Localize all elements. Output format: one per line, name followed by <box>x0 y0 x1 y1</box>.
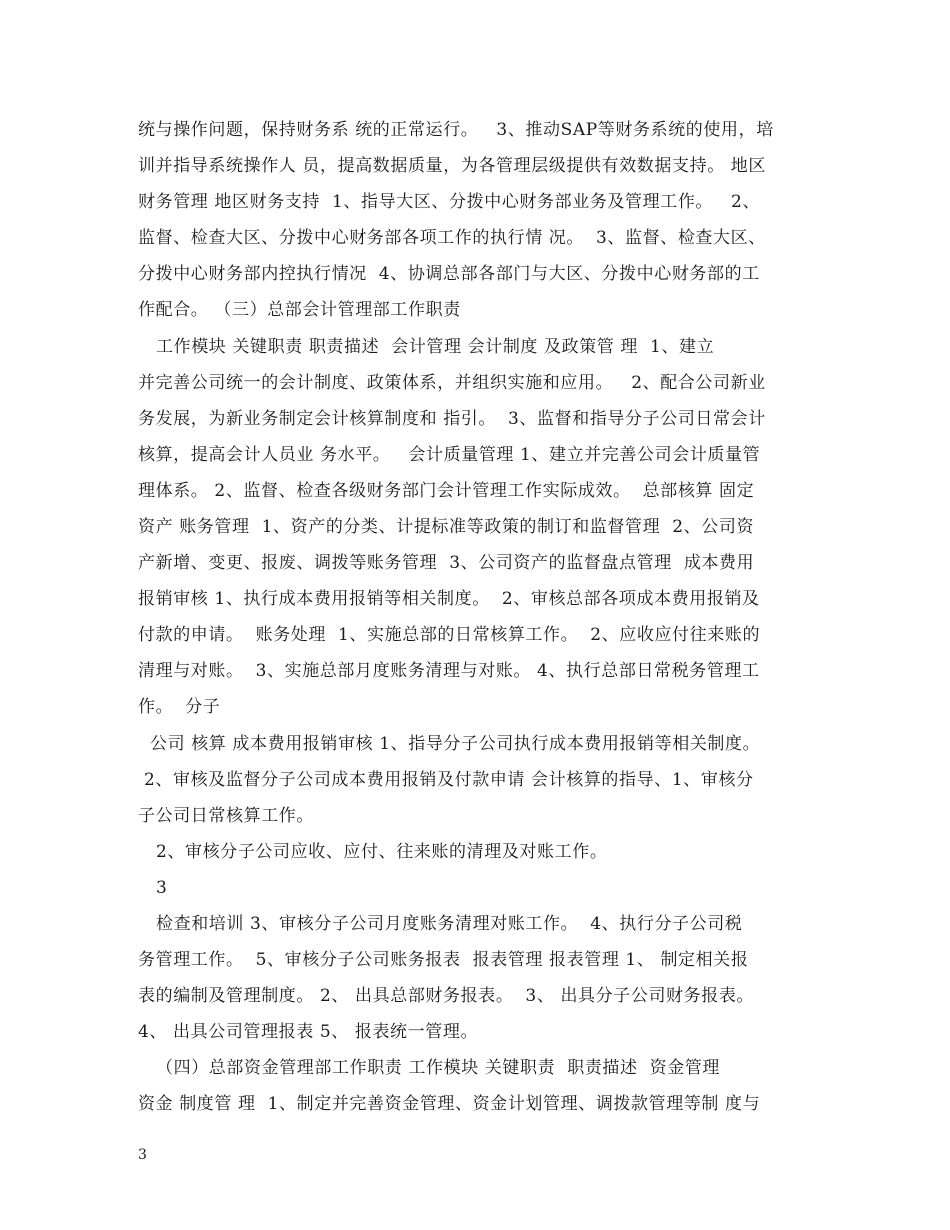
text-line: 训并指导系统操作人 员，提高数据质量，为各管理层级提供有效数据支持。 地区 <box>138 156 767 176</box>
text-line: 监督、检查大区、分拨中心财务部各项工作的执行情 况。 3、监督、检查大区、 <box>138 228 766 248</box>
text-line: 付款的申请。 账务处理 1、实施总部的日常核算工作。 2、应收应付往来账的 <box>138 625 761 645</box>
text-line: 作。 分子 <box>138 697 221 717</box>
text-line: 检查和培训 3、审核分子公司月度账务清理对账工作。 4、执行分子公司税 <box>138 914 743 934</box>
text-line: 资产 账务管理 1、资产的分类、计提标准等政策的制订和监督管理 2、公司资 <box>138 517 755 537</box>
text-line: 2、审核分子公司应收、应付、往来账的清理及对账工作。 <box>138 842 608 862</box>
text-line: 资金 制度管 理 1、制定并完善资金管理、资金计划管理、调拨款管理等制 度与 <box>138 1094 761 1114</box>
text-line: 统与操作问题，保持财务系 统的正常运行。 3、推动SAP等财务系统的使用，培 <box>138 120 774 140</box>
text-line: 理体系。 2、监督、检查各级财务部门会计管理工作实际成效。 总部核算 固定 <box>138 481 755 501</box>
text-line: 作配合。 （三）总部会计管理部工作职责 <box>138 300 461 320</box>
text-line: 财务管理 地区财务支持 1、指导大区、分拨中心财务部业务及管理工作。 2、 <box>138 192 761 212</box>
text-line: 报销审核 1、执行成本费用报销等相关制度。 2、审核总部各项成本费用报销及 <box>138 589 760 609</box>
text-line: 核算，提高会计人员业 务水平。 会计质量管理 1、建立并完善公司会计质量管 <box>138 445 761 465</box>
text-line: 2、审核及监督分子公司成本费用报销及付款申请 会计核算的指导、1、审核分 <box>138 770 754 790</box>
text-line: 3 <box>138 878 168 898</box>
text-line: 表的编制及管理制度。 2、 出具总部财务报表。 3、 出具分子公司财务报表。 <box>138 986 755 1006</box>
text-line: 务管理工作。 5、审核分子公司账务报表 报表管理 报表管理 1、 制定相关报 <box>138 950 749 970</box>
text-line: 分拨中心财务部内控执行情况 4、协调总部各部门与大区、分拨中心财务部的工 <box>138 264 760 284</box>
text-line: 清理与对账。 3、实施总部月度账务清理与对账。 4、执行总部日常税务管理工 <box>138 661 760 681</box>
text-line: （四）总部资金管理部工作职责 工作模块 关键职责 职责描述 资金管理 <box>138 1058 721 1078</box>
text-line: 公司 核算 成本费用报销审核 1、指导分子公司执行成本费用报销等相关制度。 <box>138 734 761 754</box>
text-line: 工作模块 关键职责 职责描述 会计管理 会计制度 及政策管 理 1、建立 <box>138 337 715 357</box>
text-line: 4、 出具公司管理报表 5、 报表统一管理。 <box>138 1022 479 1042</box>
text-line: 务发展，为新业务制定会计核算制度和 指引。 3、监督和指导分子公司日常会计 <box>138 409 766 429</box>
text-line: 产新增、变更、报废、调拨等账务管理 3、公司资产的监督盘点管理 成本费用 <box>138 553 755 573</box>
text-line: 并完善公司统一的会计制度、政策体系，并组织实施和应用。 2、配合公司新业 <box>138 373 766 393</box>
page-number: 3 <box>138 1147 147 1163</box>
text-line: 子公司日常核算工作。 <box>138 806 314 826</box>
